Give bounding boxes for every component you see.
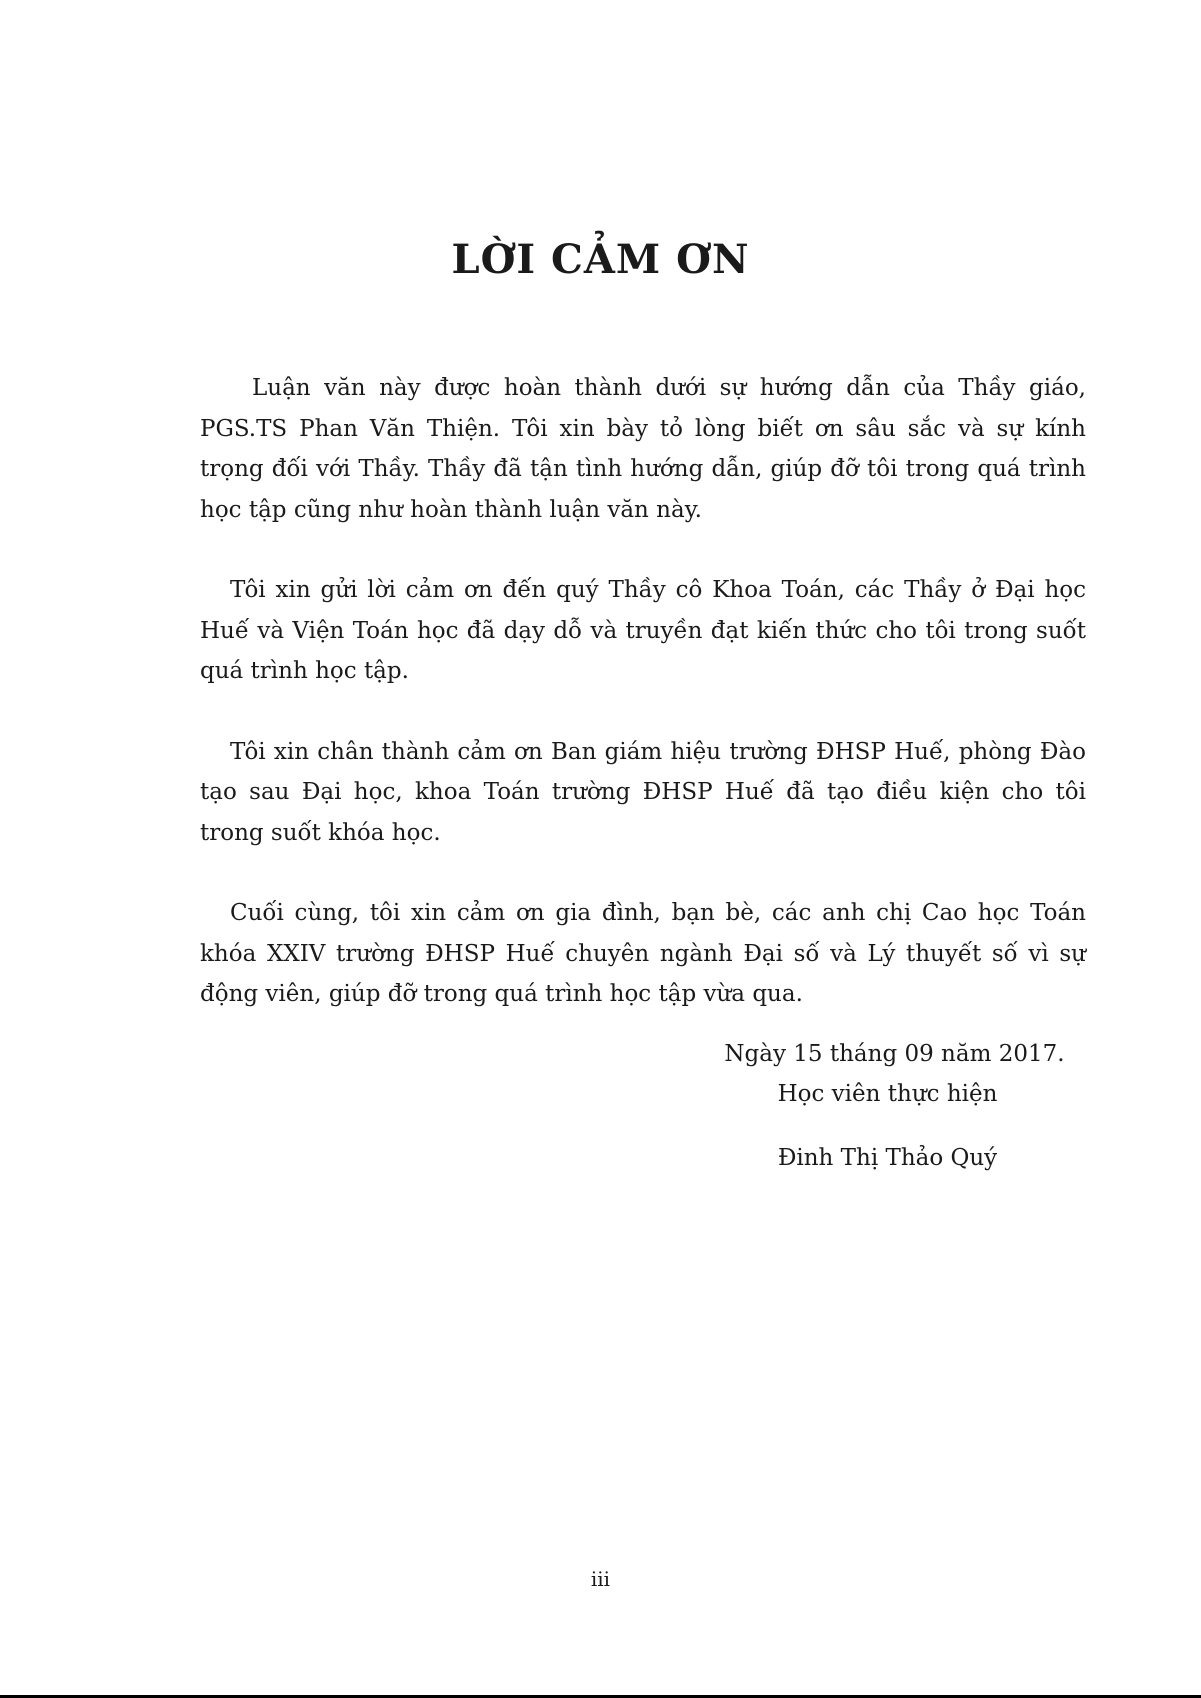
paragraph-2: Tôi xin gửi lời cảm ơn đến quý Thầy cô Khoa Toán, các Thầy ở Đại học Huế và Viện Toán học đã dạy dỗ và truyền đạt kiến thức cho tôi trong suốt quá trình học tập. (200, 577, 1086, 684)
signature-name: Đinh Thị Thảo Quý (777, 1145, 998, 1171)
acknowledgement-body (200, 368, 1086, 1055)
paragraph-1: Luận văn này được hoàn thành dưới sự hướng dẫn của Thầy giáo, PGS.TS Phan Văn Thiện. Tôi xin bày tỏ lòng biết ơn sâu sắc và sự kính trọng đối với Thầy. Thầy đã tận tình hướng dẫn, giúp đỡ tôi trong quá trình học tập cũng như hoàn thành luận văn này. (200, 375, 1086, 523)
paragraph-4: Cuối cùng, tôi xin cảm ơn gia đình, bạn bè, các anh chị Cao học Toán khóa XXIV trường ĐHSP Huế chuyên ngành Đại số và Lý thuyết số vì sự động viên, giúp đỡ trong quá trình học tập vừa qua. (200, 900, 1086, 1007)
signature-block (700, 1034, 1075, 1178)
page-number: iii (590, 1567, 611, 1591)
page-title: LỜI CẢM ƠN (451, 236, 750, 283)
signature-date: Ngày 15 tháng 09 năm 2017. (724, 1041, 1065, 1067)
signature-role: Học viên thực hiện (777, 1081, 998, 1107)
paragraph-3: Tôi xin chân thành cảm ơn Ban giám hiệu trường ĐHSP Huế, phòng Đào tạo sau Đại học, khoa Toán trường ĐHSP Huế đã tạo điều kiện cho tôi trong suốt khóa học. (200, 738, 1086, 846)
